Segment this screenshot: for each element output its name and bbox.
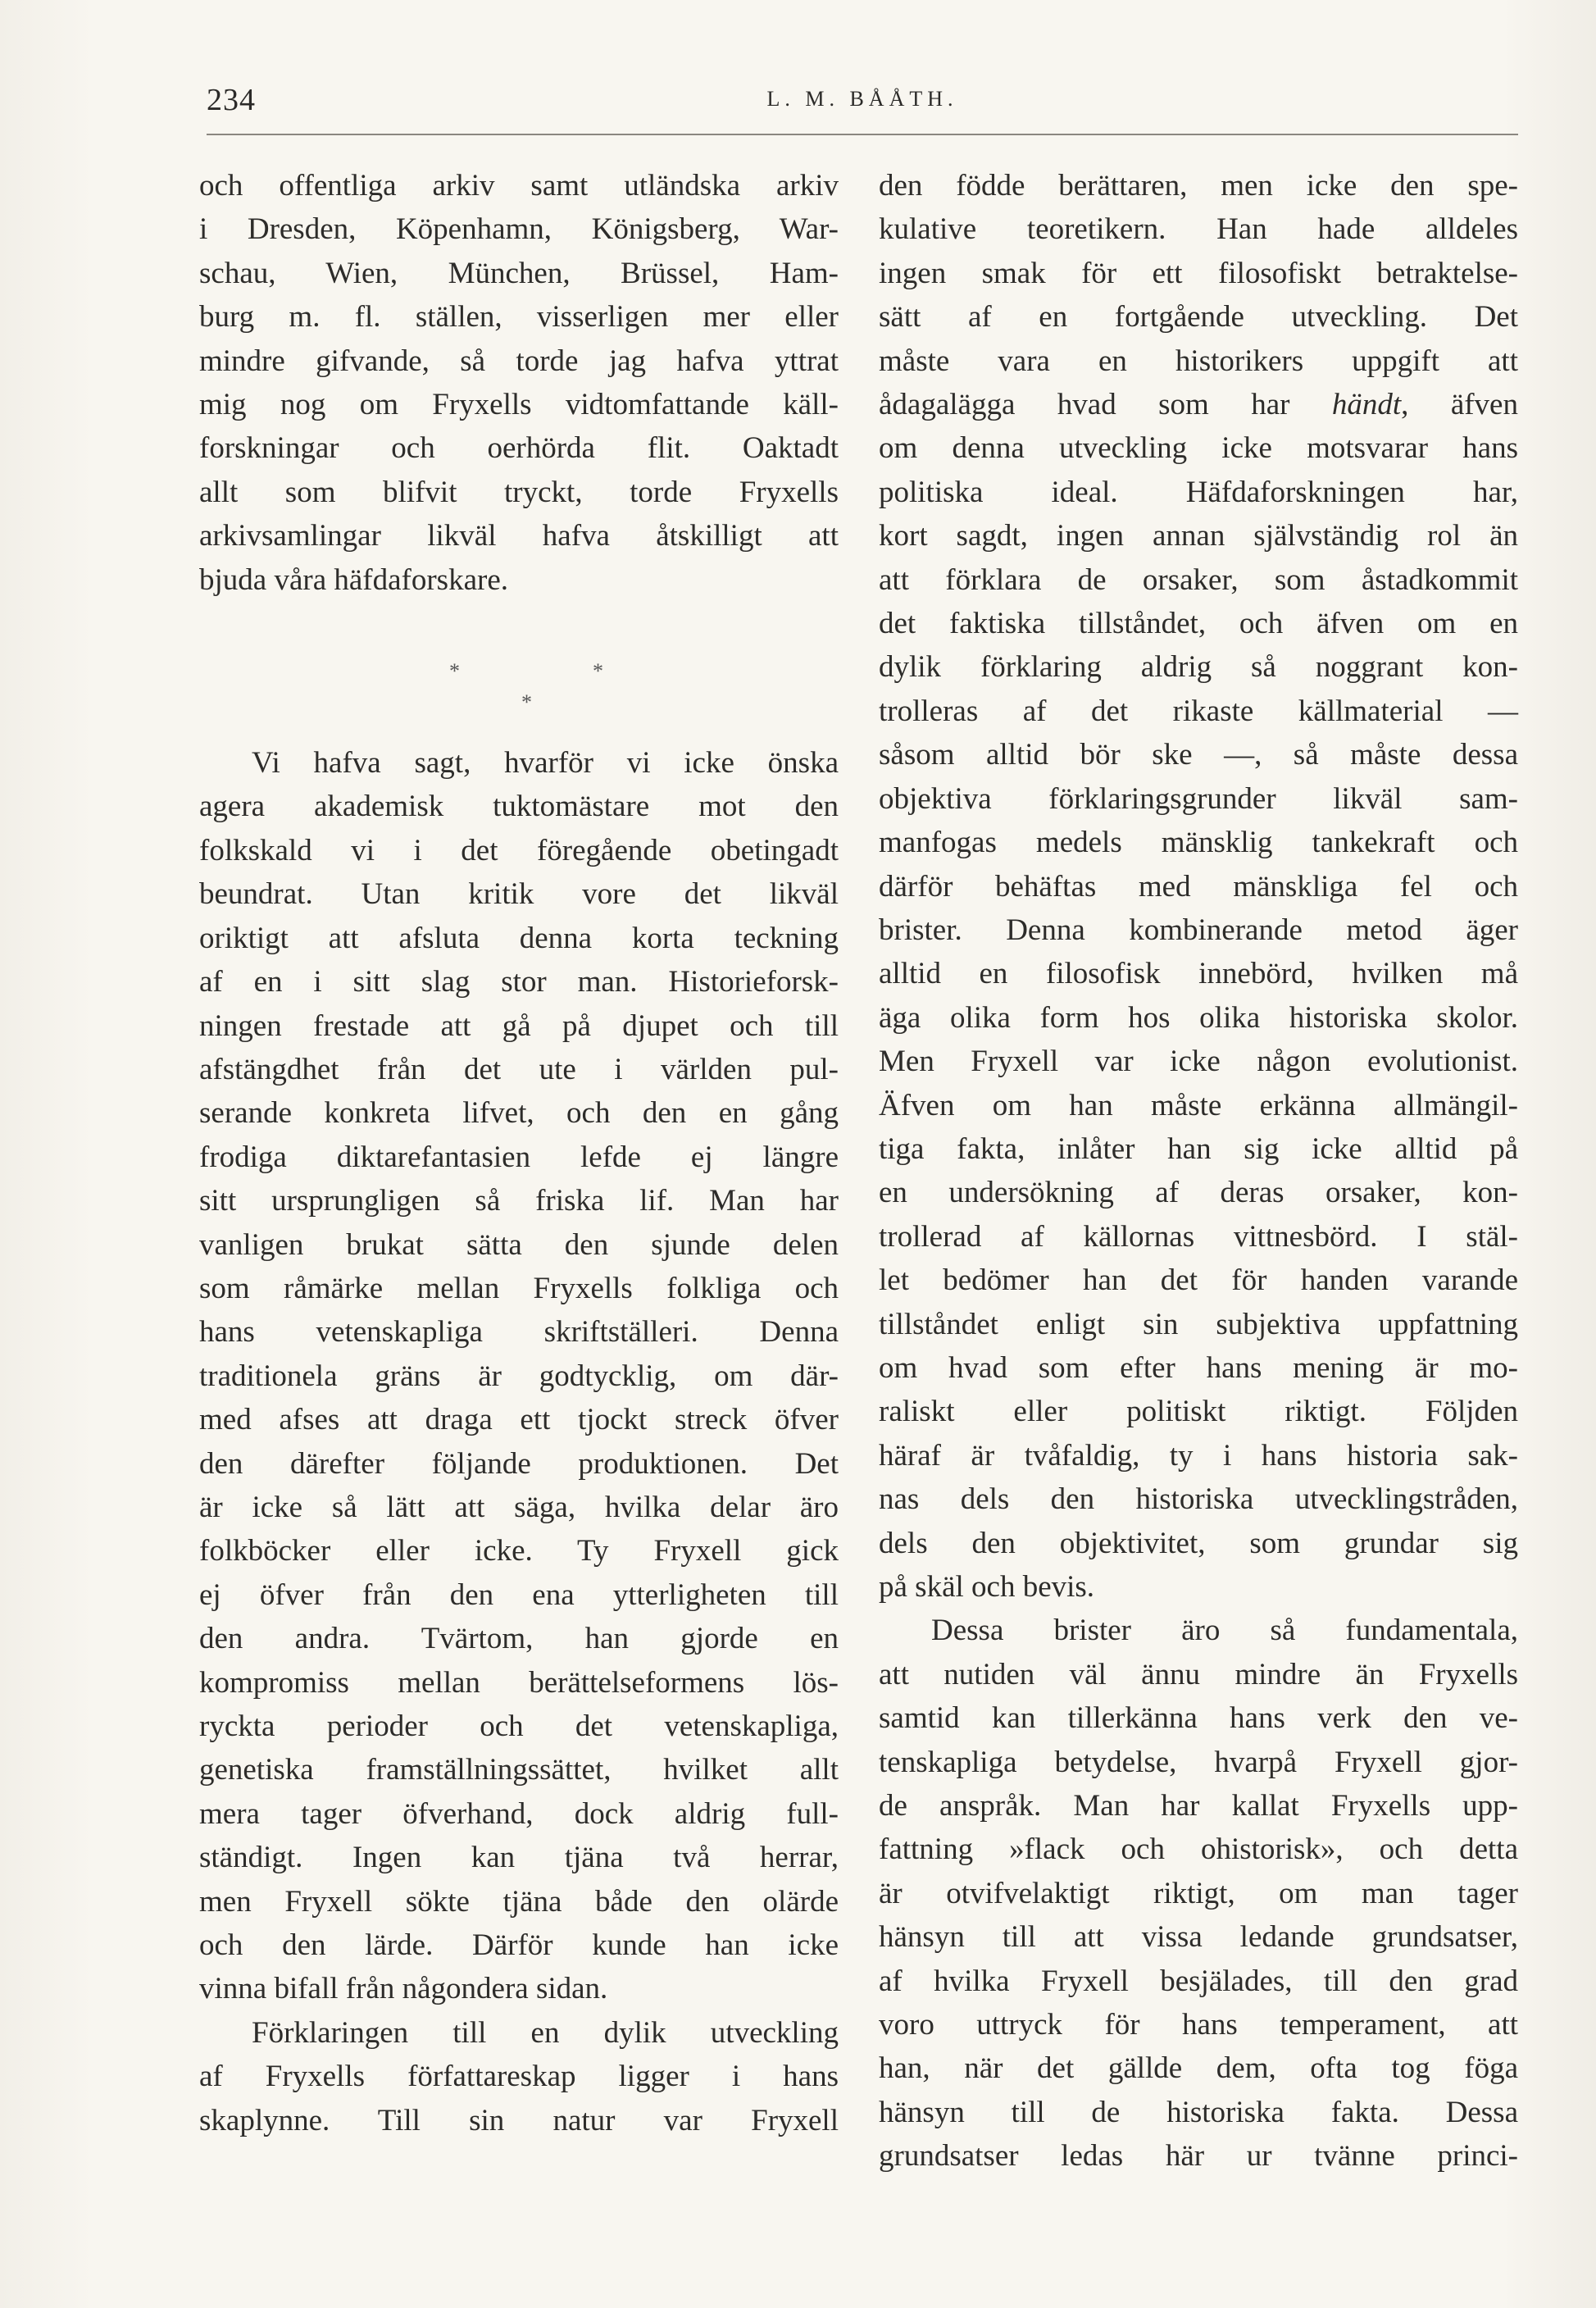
text-line: alltid en filosofisk innebörd, hvilken må: [879, 957, 1518, 991]
page-number: 234: [207, 83, 256, 117]
text-line: forskningar och oerhörda flit. Oaktadt: [199, 431, 839, 466]
right-paragraph-2: [879, 1609, 1518, 2178]
text-line: bjuda våra häfdaforskare.: [199, 562, 508, 597]
text-line: i Dresden, Köpenhamn, Königsberg, War-: [199, 212, 839, 247]
text-line: är icke så lätt att säga, hvilka delar äro: [199, 1490, 839, 1524]
text-line: Dessa brister äro så fundamentala,: [931, 1614, 1518, 1648]
text-line: grundsatser ledas här ur tvänne princi-: [879, 2139, 1518, 2174]
text-line: ryckta perioder och det vetenskapliga,: [199, 1709, 839, 1743]
text-line: Äfven om han måste erkänna allmängil-: [879, 1088, 1518, 1122]
text-line: vinna bifall från någondera sidan.: [199, 1972, 608, 2006]
text-line: och den lärde. Därför kunde han icke: [199, 1928, 839, 1963]
text-line: och offentliga arkiv samt utländska arkiv: [199, 169, 839, 203]
text-line: beundrat. Utan kritik vore det likväl: [199, 877, 839, 912]
text-line: Men Fryxell var icke någon evolutionist.: [879, 1045, 1518, 1079]
text-line: den andra. Tvärtom, han gjorde en: [199, 1622, 839, 1656]
text-line: att nutiden väl ännu mindre än Fryxells: [879, 1657, 1518, 1691]
asterisk-mark: *: [593, 659, 603, 684]
text-line: af en i sitt slag stor man. Historieforsk-: [199, 965, 839, 999]
text-line: mera tager öfverhand, dock aldrig full-: [199, 1796, 839, 1831]
text-line: objektiva förklaringsgrunder likväl sam-: [879, 781, 1518, 816]
text-line: burg m. fl. ställen, visserligen mer eller: [199, 300, 839, 335]
text-line: arkivsamlingar likväl hafva åtskilligt att: [199, 519, 839, 553]
text-line: nas dels den historiska utvecklingstråden,: [879, 1482, 1518, 1517]
text-line: traditionela gräns är godtycklig, om där-: [199, 1359, 839, 1393]
text-line: äga olika form hos olika historiska skolor.: [879, 1000, 1518, 1035]
right-paragraph-1: [879, 164, 1518, 1609]
text-line: oriktigt att afsluta denna korta teckning: [199, 921, 839, 955]
text-line: brister. Denna kombinerande metod äger: [879, 913, 1518, 947]
text-line: som råmärke mellan Fryxells folkliga och: [199, 1271, 839, 1305]
text-line: [879, 383, 1518, 426]
text-line: sätt af en fortgående utveckling. Det: [879, 300, 1518, 335]
text-line: ständigt. Ingen kan tjäna två herrar,: [199, 1841, 839, 1875]
left-paragraph-1: [199, 164, 839, 602]
text-line: dels den objektivitet, som grundar sig: [879, 1526, 1518, 1560]
text-line: den födde berättaren, men icke den spe-: [879, 169, 1518, 203]
text-line: genetiska framställningssättet, hvilket allt: [199, 1753, 839, 1787]
text-line: är otvifvelaktigt riktigt, om man tager: [879, 1876, 1518, 1910]
text-line: Vi hafva sagt, hvarför vi icke önska: [252, 746, 839, 781]
text-fragment: , äfven: [1401, 388, 1518, 422]
text-line: hänsyn till att vissa ledande grundsatser,: [879, 1920, 1518, 1955]
text-line: af Fryxells författareskap ligger i hans: [199, 2060, 839, 2094]
text-line: kompromiss mellan berättelseformens lös-: [199, 1665, 839, 1700]
text-line: ingen smak för ett filosofiskt betraktelse-: [879, 256, 1518, 290]
left-paragraph-3: [199, 2011, 839, 2142]
text-line: om denna utveckling icke motsvarar hans: [879, 431, 1518, 466]
left-column: [199, 164, 839, 2142]
asterisk-mark: *: [449, 659, 460, 684]
text-line: serande konkreta lifvet, och den en gång: [199, 1096, 839, 1131]
text-line: sitt ursprungligen så friska lif. Man har: [199, 1184, 839, 1218]
text-line: måste vara en historikers uppgift att: [879, 344, 1518, 378]
text-line: fattning »flack och ohistorisk», och detta: [879, 1832, 1518, 1867]
text-line: tillståndet enligt sin subjektiva uppfattning: [879, 1307, 1518, 1341]
text-line: vanligen brukat sätta den sjunde delen: [199, 1227, 839, 1262]
text-line: agera akademisk tuktomästare mot den: [199, 790, 839, 824]
text-line: ej öfver från den ena ytterligheten till: [199, 1577, 839, 1612]
text-line: att förklara de orsaker, som åstadkommit: [879, 562, 1518, 597]
text-fragment: ådagalägga hvad som har: [879, 388, 1332, 422]
text-line: han, när det gällde dem, ofta tog föga: [879, 2051, 1518, 2086]
text-line: med afses att draga ett tjockt streck öfver: [199, 1403, 839, 1437]
asterism-divider: [199, 602, 839, 741]
italic-word: händt: [1331, 388, 1402, 422]
text-line: voro uttryck för hans temperament, att: [879, 2008, 1518, 2042]
header-rule: [207, 134, 1518, 135]
text-line: trolleras af det rikaste källmaterial —: [879, 694, 1518, 728]
text-line: Förklaringen till en dylik utveckling: [252, 2015, 839, 2050]
text-line: kort sagdt, ingen annan självständig rol än: [879, 519, 1518, 553]
text-line: de anspråk. Man har kallat Fryxells upp-: [879, 1789, 1518, 1823]
page-header: [207, 82, 1518, 131]
text-line: men Fryxell sökte tjäna både den olärde: [199, 1884, 839, 1919]
text-line: politiska ideal. Häfdaforskningen har,: [879, 475, 1518, 509]
text-line: dylik förklaring aldrig så noggrant kon-: [879, 650, 1518, 685]
text-line: afstängdhet från det ute i världen pul-: [199, 1052, 839, 1086]
text-line: därför behäftas med mänskliga fel och: [879, 869, 1518, 904]
text-line: tenskapliga betydelse, hvarpå Fryxell gjor-: [879, 1745, 1518, 1779]
text-line: om hvad som efter hans mening är mo-: [879, 1350, 1518, 1385]
text-line: ningen frestade att gå på djupet och till: [199, 1008, 839, 1043]
text-line: mindre gifvande, så torde jag hafva yttrat: [199, 344, 839, 378]
text-line: af hvilka Fryxell besjälades, till den grad: [879, 1964, 1518, 1998]
text-line: häraf är tvåfaldig, ty i hans historia sak-: [879, 1438, 1518, 1473]
text-line: en undersökning af deras orsaker, kon-: [879, 1176, 1518, 1210]
text-line: trollerad af källornas vittnesbörd. I stäl-: [879, 1219, 1518, 1254]
text-line: det faktiska tillståndet, och äfven om en: [879, 607, 1518, 641]
text-line: hans vetenskapliga skriftställeri. Denna: [199, 1315, 839, 1350]
text-line: mig nog om Fryxells vidtomfattande käll-: [199, 388, 839, 422]
right-column: [879, 164, 1518, 2178]
text-line: frodiga diktarefantasien lefde ej längre: [199, 1140, 839, 1174]
text-line: folkskald vi i det föregående obetingadt: [199, 833, 839, 867]
text-line: kulative teoretikern. Han hade alldeles: [879, 212, 1518, 247]
text-line: tiga fakta, inlåter han sig icke alltid på: [879, 1131, 1518, 1166]
text-line: raliskt eller politiskt riktigt. Följden: [879, 1395, 1518, 1429]
text-line: manfogas medels mänsklig tankekraft och: [879, 826, 1518, 860]
text-line: skaplynne. Till sin natur var Fryxell: [199, 2103, 839, 2137]
asterisk-mark: *: [521, 690, 532, 715]
text-line: hänsyn till de historiska fakta. Dessa: [879, 2095, 1518, 2129]
running-head: L. M. BÅÅTH.: [766, 87, 958, 111]
text-line: allt som blifvit tryckt, torde Fryxells: [199, 475, 839, 509]
left-paragraph-2: [199, 741, 839, 2011]
text-line: schau, Wien, München, Brüssel, Ham-: [199, 256, 839, 290]
text-line: samtid kan tillerkänna hans verk den ve-: [879, 1701, 1518, 1736]
text-line: såsom alltid bör ske —, så måste dessa: [879, 738, 1518, 772]
text-line: let bedömer han det för handen varande: [879, 1263, 1518, 1298]
text-line: på skäl och bevis.: [879, 1570, 1095, 1604]
text-line: den därefter följande produktionen. Det: [199, 1446, 839, 1481]
text-line: folkböcker eller icke. Ty Fryxell gick: [199, 1534, 839, 1568]
